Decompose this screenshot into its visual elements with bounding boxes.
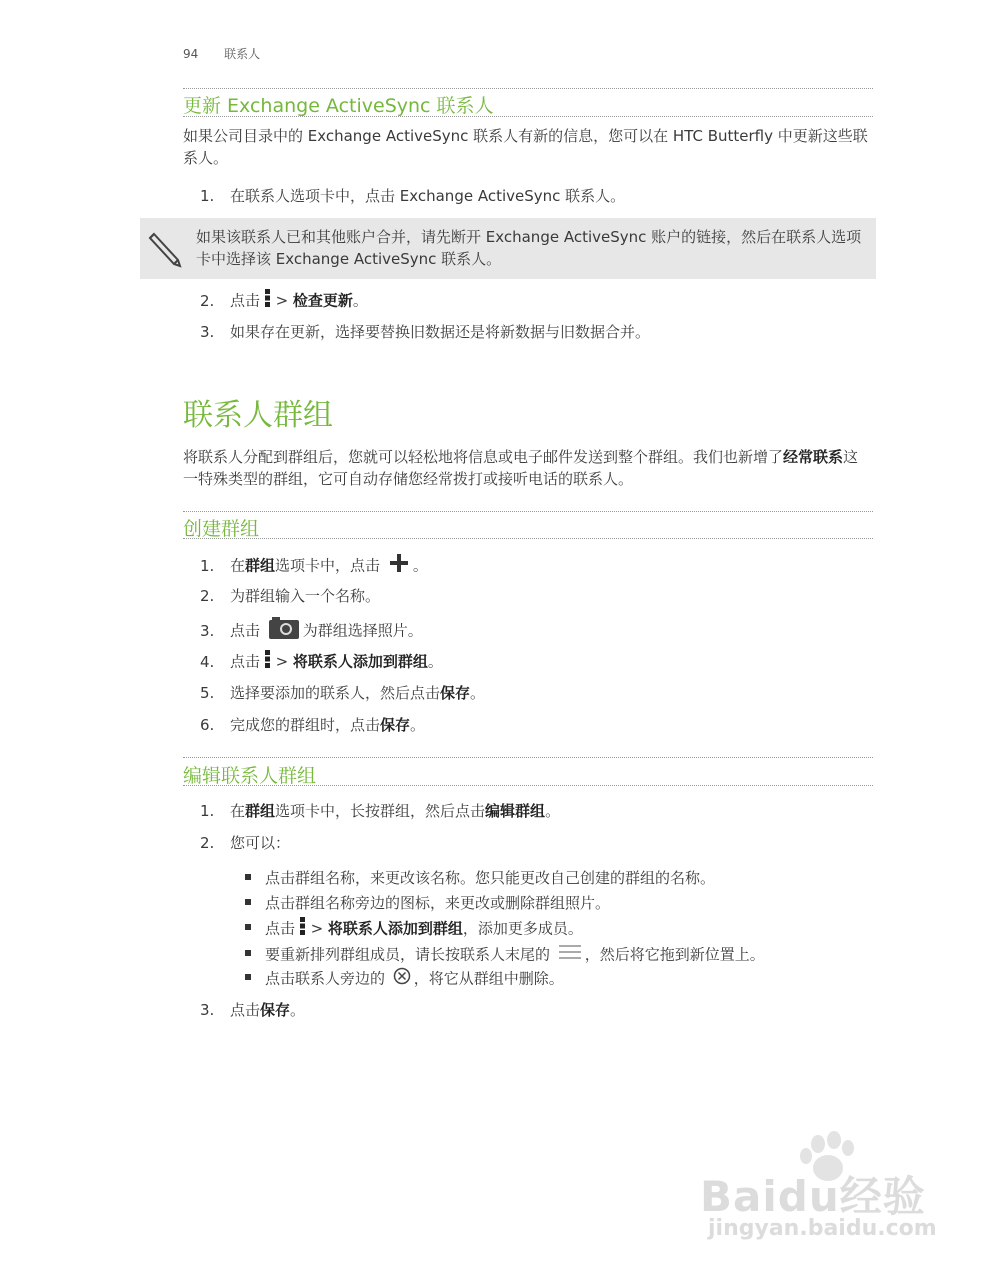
watermark [700,1130,940,1254]
drag-handle-icon [558,942,582,968]
bullet-icon [245,974,251,980]
step-number: 2. [200,291,215,310]
bullet-text: 点击群组名称，来更改该名称。您只能更改自己创建的群组的名称。 [265,869,716,887]
step-text: 如果存在更新，选择要替换旧数据还是将新数据与旧数据合并。 [230,323,651,341]
plus-icon [389,553,409,579]
watermark-url: jingyan.baidu.com [708,1216,937,1241]
step-item [200,832,290,854]
step-number: 3. [200,1001,215,1019]
bullet-text: 要重新排列群组成员，请长按联系人末尾的 [265,945,551,964]
chapter-title: 联系人 [224,47,261,61]
step-text: 点击 [230,621,261,640]
step-number: 4. [200,652,215,671]
note-box [140,218,876,279]
divider [183,88,873,89]
section-intro: 如果公司目录中的 Exchange ActiveSync 联系人有新的信息，您可以在 HTC Butterfly 中更新这些联系人。 [183,127,868,167]
step-text: 。 [290,1001,306,1019]
step-number: 1. [200,802,215,820]
step-number: 2. [200,587,215,605]
step-item [200,714,425,736]
section-title-groups: 联系人群组 [183,398,333,433]
step-bold: 编辑群组 [485,802,546,820]
page-header [183,45,260,62]
bullet-bold: 将联系人添加到群组 [327,919,463,938]
bullet-text: ，然后将它拖到新位置上。 [584,945,765,964]
intro-text: 将联系人分配到群组后，您就可以轻松地将信息或电子邮件发送到整个群组。我们也新增了 [183,448,784,466]
step-number: 1. [200,187,215,205]
step-number: 2. [200,834,215,852]
step-text: 在 [230,556,246,575]
step-number: 3. [200,621,215,640]
step-separator: > [305,919,328,938]
step-item [200,289,368,313]
step-separator: > [270,291,293,310]
divider [183,116,873,117]
intro-bold: 经常 [783,448,814,466]
note-text: 如果该联系人已和其他账户合并，请先断开 Exchange ActiveSync 账户的链接，然后在联系人选项卡中选择该 Exchange ActiveSync 联系人。 [196,228,862,268]
camera-icon [269,617,299,645]
intro-bold: 联系 [813,448,844,466]
bullet-icon [245,924,251,930]
step-text: 点击 [230,652,261,671]
step-text: 点击 [230,291,261,310]
step-bold: 群组 [245,556,276,575]
step-text: 选择要添加的联系人，然后点击 [230,684,441,702]
step-text: 。 [470,684,486,702]
step-bold: 检查更新 [292,291,353,310]
divider [183,785,873,786]
list-item [245,917,583,941]
step-bold: 保存 [380,716,411,734]
pencil-icon [148,228,186,272]
step-text: 为群组输入一个名称。 [230,587,381,605]
watermark-brand: Baidu经验 [700,1172,926,1221]
step-text: 在 [230,802,246,820]
step-text: 选项卡中，点击 [275,556,381,575]
list-item [245,892,610,914]
step-bold: 保存 [440,684,471,702]
step-item [200,682,485,704]
step-bold: 将联系人添加到群组 [292,652,428,671]
step-text: 。 [412,556,428,575]
step-text: 在联系人选项卡中，点击 Exchange ActiveSync 联系人。 [230,187,626,205]
step-item [200,800,560,822]
step-bold: 群组 [245,802,276,820]
step-separator: > [270,652,293,671]
bullet-text: 点击群组名称旁边的图标，来更改或删除群组照片。 [265,894,611,912]
divider [183,511,873,512]
bullet-text: ，添加更多成员。 [462,919,583,938]
step-number: 6. [200,716,215,734]
step-item [200,650,443,674]
step-text: 点击 [230,1001,261,1019]
step-number: 5. [200,684,215,702]
intro-text: 这一特殊类型的群组，它可自动存储您经常拨打或接听电话的联系人。 [183,448,859,488]
step-text: 为群组选择照片。 [302,621,423,640]
section-title-edit: 编辑联系人群组 [183,765,317,787]
step-text: 。 [410,716,426,734]
bullet-text: 点击 [265,919,296,938]
remove-circle-icon [393,967,411,991]
divider [183,757,873,758]
bullet-icon [245,874,251,880]
step-item [200,617,423,645]
step-item [200,585,380,607]
step-bold: 保存 [260,1001,291,1019]
groups-intro [183,446,873,490]
step-item [200,321,650,343]
step-item [200,553,428,579]
step-number: 3. [200,323,215,341]
page-number: 94 [183,47,199,61]
step-text: 。 [427,652,443,671]
step-text: 完成您的群组时，点击 [230,716,381,734]
list-item [245,942,765,968]
list-item [245,967,564,991]
step-text: 您可以： [230,834,291,852]
bullet-text: ，将它从群组中删除。 [413,969,564,988]
section-title-create: 创建群组 [183,518,260,540]
section-title-update: 更新 Exchange ActiveSync 联系人 [183,95,494,117]
step-text: 。 [545,802,561,820]
step-number: 1. [200,556,215,575]
step-text: 。 [352,291,368,310]
step-item [200,185,625,207]
list-item [245,867,715,889]
bullet-icon [245,899,251,905]
step-item [200,999,305,1021]
divider [183,538,873,539]
bullet-text: 点击联系人旁边的 [265,969,386,988]
step-text: 选项卡中，长按群组，然后点击 [275,802,486,820]
bullet-icon [245,950,251,956]
